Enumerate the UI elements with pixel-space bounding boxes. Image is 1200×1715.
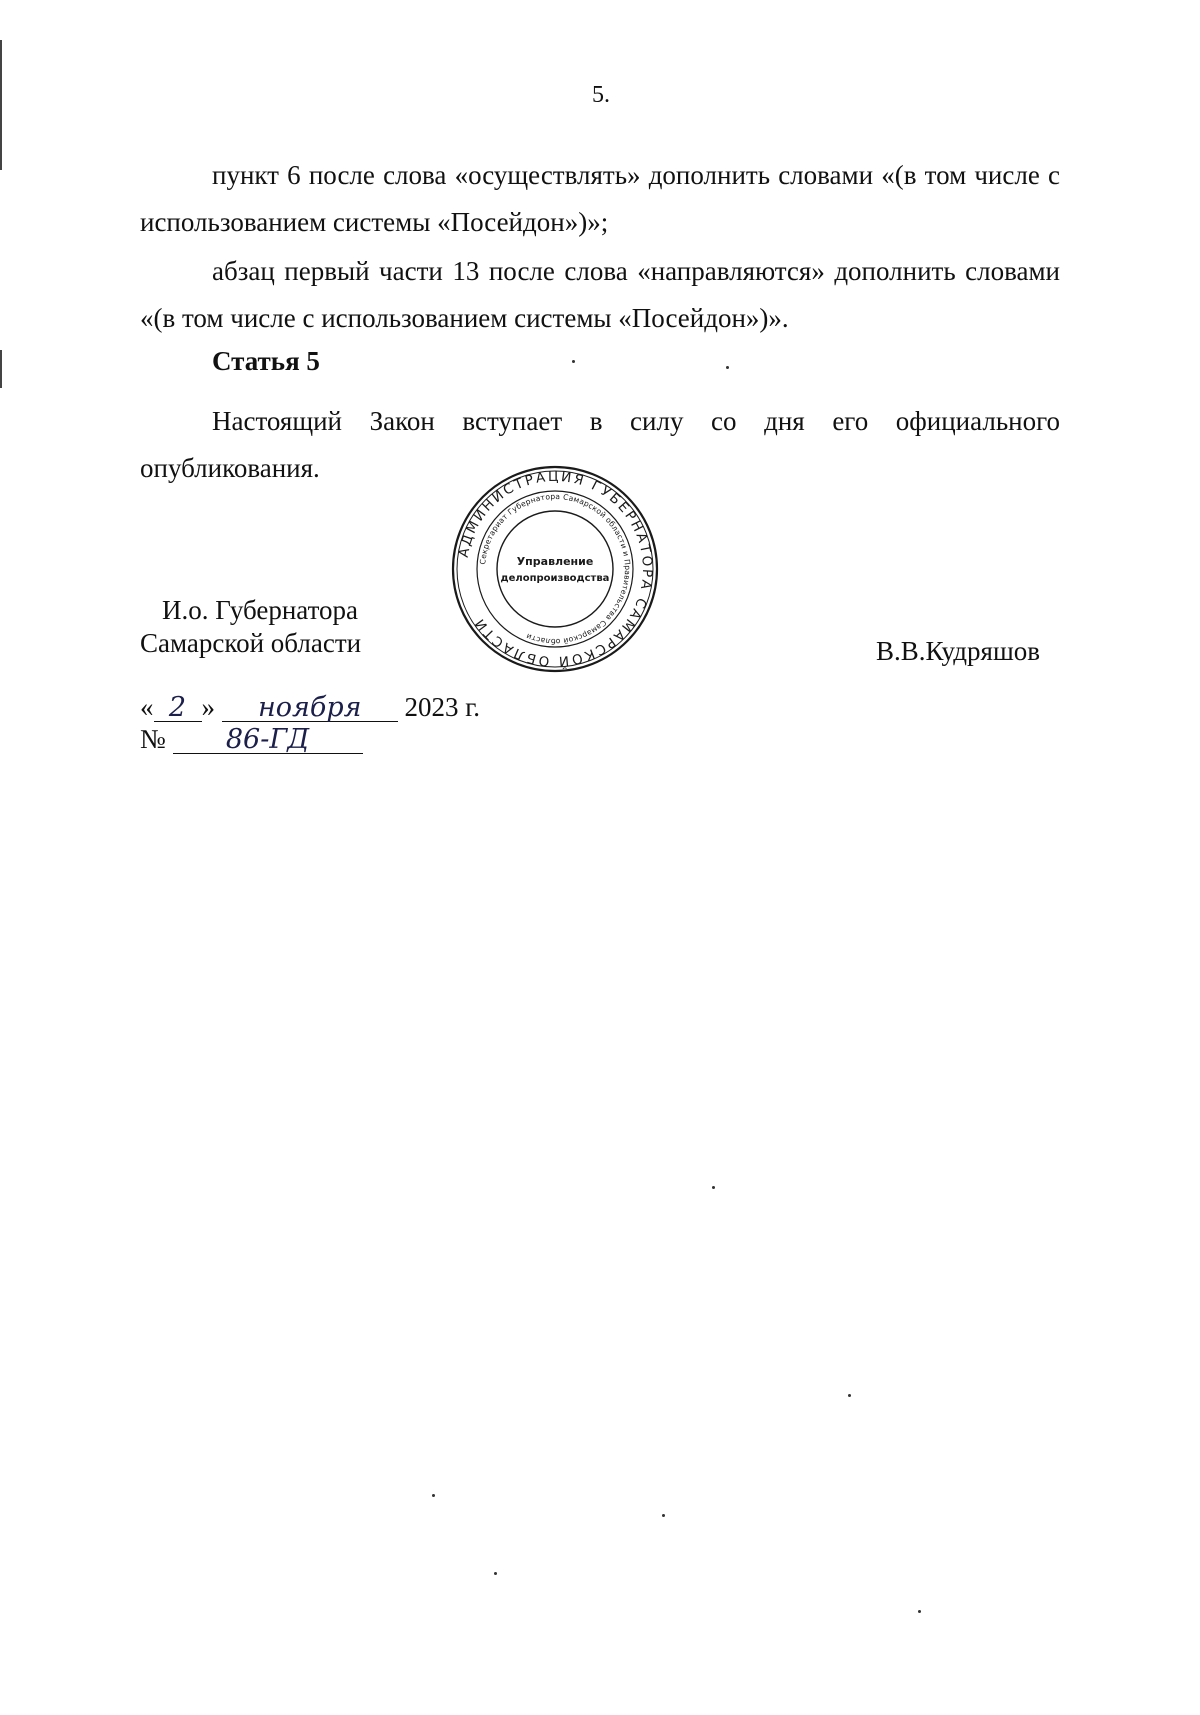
article-title: Статья 5 <box>212 346 320 376</box>
signature-position-line2: Самарской области <box>140 628 362 658</box>
scan-speck <box>494 1572 497 1575</box>
scan-edge-mark <box>0 350 2 388</box>
scan-speck <box>662 1514 665 1517</box>
paragraph-2: абзац первый части 13 после слова «направляются» дополнить словами «(в том числе с использованием системы «Посейдон»)». <box>140 256 1060 333</box>
seal-outer-text: АДМИНИСТРАЦИЯ ГУБЕРНАТОРА САМАРСКОЙ ОБЛАСТИ <box>455 468 656 670</box>
date-day: 2 <box>154 695 202 722</box>
signer-name: В.В.Кудряшов <box>876 636 1040 666</box>
signature-position-line1: И.о. Губернатора <box>162 595 359 625</box>
scan-speck <box>726 366 729 369</box>
date-year: 2023 г. <box>404 692 481 722</box>
seal-middle-circle <box>477 491 633 647</box>
seal-center-line2: делопроизводства <box>500 573 610 584</box>
seal-inner-text: Секретариат Губернатора Самарской области и Правительства Самарской области <box>478 491 633 647</box>
paragraph-1: пункт 6 после слова «осуществлять» дополнить словами «(в том числе с использованием системы «Посейдон»)»; <box>140 160 1060 237</box>
paragraph-3: Настоящий Закон вступает в силу со дня его официального опубликования. <box>140 406 1060 483</box>
scan-speck <box>432 1494 435 1497</box>
date-close-quote: » <box>201 692 215 722</box>
seal-center-line1: Управление <box>516 555 594 568</box>
scan-speck <box>712 1186 715 1189</box>
law-number-line <box>140 724 363 755</box>
signature-position <box>140 594 361 660</box>
seal-inner-circle <box>497 511 613 627</box>
scan-speck <box>572 360 575 363</box>
seal-graphic <box>450 464 660 674</box>
date-open-quote: « <box>140 692 154 722</box>
date-line <box>140 690 480 724</box>
official-seal <box>450 464 660 674</box>
scan-edge-mark <box>0 40 2 170</box>
page-number: 5. <box>592 82 610 108</box>
law-number-value: 86-ГД <box>173 727 363 754</box>
date-month: ноября <box>222 695 398 722</box>
law-number-prefix: № <box>140 724 166 754</box>
scan-speck <box>848 1394 851 1397</box>
scan-speck <box>918 1610 921 1613</box>
